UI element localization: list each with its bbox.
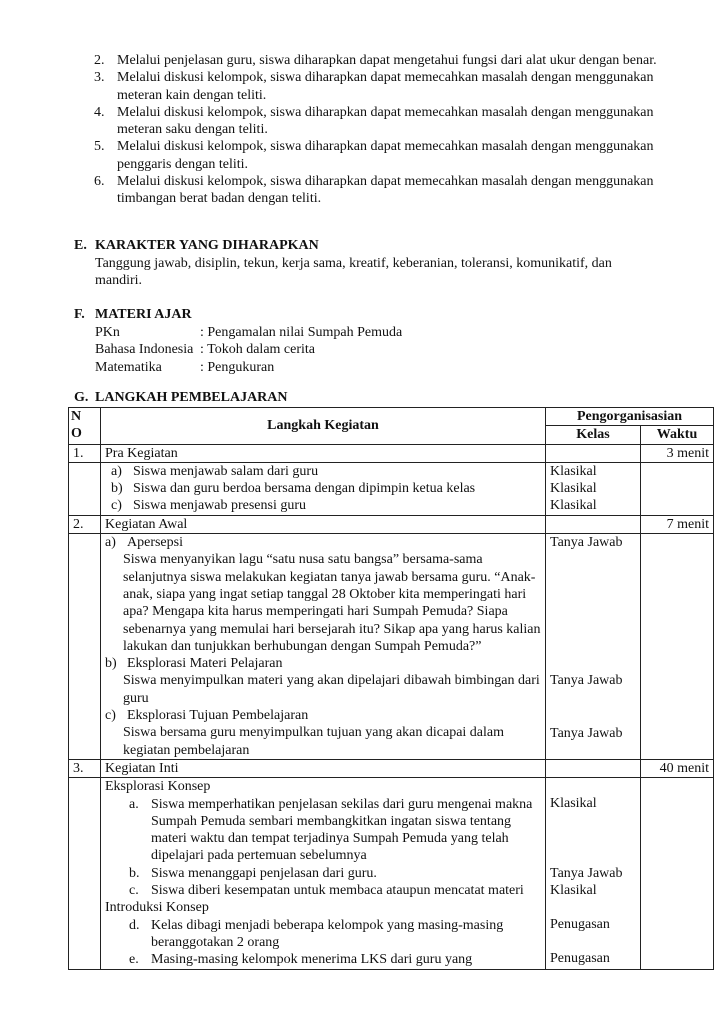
section-heading-e: E. KARAKTER YANG DIHARAPKAN [74,238,319,253]
section-heading-g: G. LANGKAH PEMBELAJARAN [74,390,288,405]
row-time: 7 menit [641,515,714,533]
list-number: 6. [94,174,105,190]
list-item [74,173,674,208]
table-row [69,444,714,462]
column-header-time: Waktu [641,426,714,444]
table-header-row [69,408,714,426]
materials-row: Matematika : Pengukuran [95,359,275,375]
class-value: Tanya Jawab [550,535,623,551]
table-row [69,759,714,777]
list-item [74,138,674,173]
list-text: Melalui penjelasan guru, siswa diharapkan dapat mengetahui fungsi dari alat ukur dengan benar. [117,53,657,68]
list-number: 4. [94,104,105,120]
sub-item: e. Masing-masing kelompok menerima LKS dari guru yang [129,952,473,968]
row-title: Pra Kegiatan [101,444,546,462]
class-value: Klasikal [550,481,597,497]
table-row [69,462,714,515]
row-number: 1. [69,444,101,462]
materials-row: Bahasa Indonesia : Tokoh dalam cerita [95,342,316,358]
sub-item: b. Siswa menanggapi penjelasan dari guru. [129,865,377,881]
list-item [74,52,674,69]
sub-item: a. Siswa memperhatikan penjelasan sekilas dari guru mengenai makna Sumpah Pemuda sembari membangkitkan ingatan siswa tentang materi waktu dan tempat terjadinya Sumpah Pemuda yang telah dipelajari pada pertemuan sebelumnya [129,796,533,864]
phase-title: Introduksi Konsep [105,900,209,916]
class-value: Klasikal [550,796,597,812]
lesson-steps-table [68,407,714,970]
column-header-class: Kelas [546,426,641,444]
row-number: 3. [69,759,101,777]
class-value: Klasikal [550,882,597,898]
row-time: 40 menit [641,759,714,777]
sub-item: c. Siswa diberi kesempatan untuk membaca ataupun mencatat materi [129,883,524,899]
list-item [74,69,674,104]
table-row [69,778,714,969]
column-header-no: N O [69,408,101,445]
sub-item: d. Kelas dibagi menjadi beberapa kelompok yang masing-masing beranggotakan 2 orang [129,917,504,950]
activity-text: Siswa menyimpulkan materi yang akan dipelajari dibawah bimbingan dari guru [123,673,540,706]
sub-item: c) Siswa menjawab presensi guru [111,498,307,514]
section-heading-f: F. MATERI AJAR [74,307,192,322]
table-row [69,534,714,760]
materials-table [95,324,402,376]
list-text: Melalui diskusi kelompok, siswa diharapkan dapat memecahkan masalah dengan menggunakan meteran saku dengan teliti. [117,104,654,138]
phase-title: Eksplorasi Konsep [105,779,211,795]
activity-text: Siswa bersama guru menyimpulkan tujuan yang akan dicapai dalam kegiatan pembelajaran [123,725,505,758]
list-text: Melalui diskusi kelompok, siswa diharapkan dapat memecahkan masalah dengan menggunakan penggaris dengan teliti. [117,139,654,172]
sub-item: a) Apersepsi [105,535,183,551]
class-value: Tanya Jawab [550,865,623,881]
row-time: 3 menit [641,444,714,462]
sub-item: b) Eksplorasi Materi Pelajaran [105,656,283,672]
class-value: Klasikal [550,463,597,479]
row-title: Kegiatan Inti [101,759,546,777]
character-text: Tanggung jawab, disiplin, tekun, kerja sama, kreatif, keberanian, toleransi, komunikatif, dan mandiri. [95,256,612,289]
list-number: 2. [94,53,105,68]
list-text: Melalui diskusi kelompok, siswa diharapkan dapat memecahkan masalah dengan menggunakan timbangan berat badan dengan teliti. [117,174,654,207]
sub-item: c) Eksplorasi Tujuan Pembelajaran [105,708,309,724]
list-number: 3. [94,70,105,86]
materials-row: PKn : Pengamalan nilai Sumpah Pemuda [95,325,403,340]
class-value: Penugasan [550,951,610,967]
column-header-organization: Pengorganisasian [546,408,714,426]
class-value: Penugasan [550,917,610,933]
column-header-activity: Langkah Kegiatan [101,408,546,445]
sub-item: b) Siswa dan guru berdoa bersama dengan dipimpin ketua kelas [111,481,476,497]
objectives-list [74,52,674,208]
table-row [69,515,714,533]
sub-item: a) Siswa menjawab salam dari guru [111,463,319,479]
class-value: Tanya Jawab [550,673,623,689]
list-text: Melalui diskusi kelompok, siswa diharapkan dapat memecahkan masalah dengan menggunakan meteran kain dengan teliti. [117,70,654,103]
row-number: 2. [69,515,101,533]
class-value: Tanya Jawab [550,725,623,741]
list-number: 5. [94,139,105,155]
row-title: Kegiatan Awal [101,515,546,533]
class-value: Klasikal [550,498,597,514]
list-item [74,104,674,139]
activity-text: Siswa menyanyikan lagu “satu nusa satu bangsa” bersama-sama selanjutnya siswa melakukan kegiatan tanya jawab bersama guru. “Anak-anak, siapa yang ingat setiap tanggal 28 Oktober kita memperingati hari apa? Mengapa kita harus memperingati hari Sumpah Pemuda? Siapa sebenarnya yang memulai hari bersejarah itu? Sikap apa yang harus kalian lakukan dan tunjukkan berhubungan dengan Sumpah Pemuda?” [123,552,541,654]
